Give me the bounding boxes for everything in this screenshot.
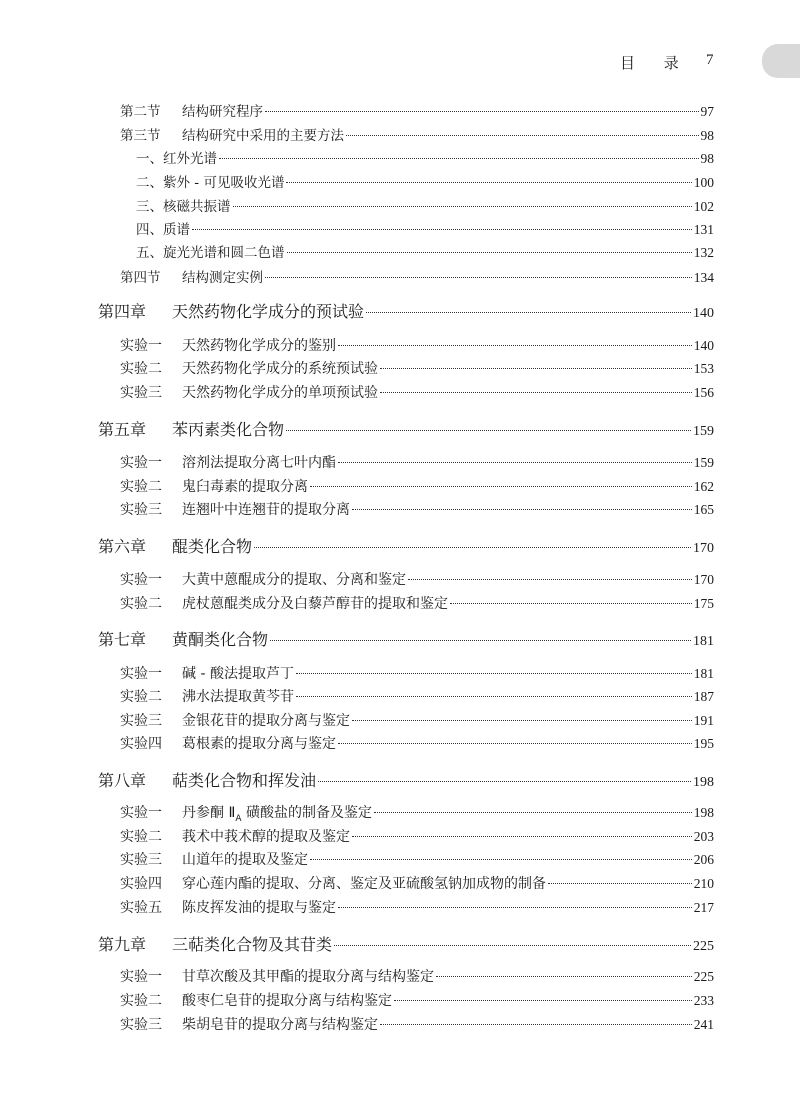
toc-entry-label: 实验二 bbox=[120, 479, 162, 495]
toc-experiment-entry bbox=[120, 593, 714, 613]
toc-entry-title: 山道年的提取及鉴定 bbox=[182, 852, 308, 868]
toc-entry-title: 天然药物化学成分的鉴别 bbox=[182, 338, 336, 354]
toc-experiment-entry bbox=[120, 1014, 714, 1034]
toc-entry-title: 酸枣仁皂苷的提取分离与结构鉴定 bbox=[182, 993, 392, 1009]
toc-entry-label: 实验三 bbox=[120, 852, 162, 868]
toc-entry-title: 结构研究程序 bbox=[182, 104, 263, 120]
toc-page-number: 140 bbox=[693, 306, 714, 321]
toc-entry-label: 实验四 bbox=[120, 876, 162, 892]
toc-entry-title: 天然药物化学成分的单项预试验 bbox=[182, 385, 378, 401]
toc-page-number: 131 bbox=[693, 222, 714, 237]
toc-entry-label: 实验三 bbox=[120, 385, 162, 401]
toc-entry-title: 醌类化合物 bbox=[172, 537, 253, 556]
toc-experiment-entry bbox=[120, 335, 714, 355]
toc-entry-label: 实验四 bbox=[120, 736, 162, 752]
toc-entry-label: 第四章 bbox=[98, 302, 147, 321]
header-section-title: 目 录 bbox=[620, 54, 691, 72]
toc-experiment-entry bbox=[120, 802, 714, 822]
toc-subsection-entry bbox=[136, 195, 714, 215]
toc-entry-label: 第九章 bbox=[98, 935, 147, 954]
toc-entry-title-part: 丹参酮 Ⅱ bbox=[182, 805, 236, 821]
toc-entry-title: 二、紫外 - 可见吸收光谱 bbox=[136, 175, 285, 191]
dot-leader bbox=[338, 345, 692, 346]
toc-subsection-entry bbox=[136, 218, 714, 238]
dot-leader bbox=[346, 135, 699, 136]
dot-leader bbox=[287, 252, 692, 253]
toc-entry-title: 甘草次酸及其甲酯的提取分离与结构鉴定 bbox=[182, 969, 434, 985]
toc-page-number: 225 bbox=[693, 969, 714, 984]
toc-entry-title: 碱 - 酸法提取芦丁 bbox=[182, 666, 294, 682]
toc-experiment-entry bbox=[120, 686, 714, 706]
dot-leader bbox=[394, 1000, 692, 1001]
toc-entry-label: 实验五 bbox=[120, 900, 162, 916]
toc-entry-title: 陈皮挥发油的提取与鉴定 bbox=[182, 900, 336, 916]
toc-experiment-entry bbox=[120, 476, 714, 496]
dot-leader bbox=[192, 229, 692, 230]
toc-entry-label: 实验一 bbox=[120, 969, 162, 985]
toc-entry-label: 实验三 bbox=[120, 1017, 162, 1033]
toc-entry-label: 实验二 bbox=[120, 596, 162, 612]
toc-page-number: 198 bbox=[693, 775, 714, 790]
toc-entry-label: 实验二 bbox=[120, 829, 162, 845]
toc-entry-title: 连翘叶中连翘苷的提取分离 bbox=[182, 502, 350, 518]
dot-leader bbox=[265, 111, 699, 112]
toc-page-number: 98 bbox=[700, 128, 714, 143]
toc-subsection-entry bbox=[136, 171, 714, 191]
dot-leader bbox=[338, 462, 692, 463]
header-page-number: 7 bbox=[706, 52, 714, 68]
toc-page-number: 181 bbox=[693, 634, 714, 649]
toc-entry-title bbox=[182, 802, 372, 824]
toc-experiment-entry bbox=[120, 382, 714, 402]
dot-leader bbox=[352, 720, 692, 721]
toc-entry-title: 四、质谱 bbox=[136, 222, 190, 238]
toc-entry-label: 第七章 bbox=[98, 630, 147, 649]
toc-entry-title: 黄酮类化合物 bbox=[172, 630, 269, 649]
toc-page-number: 159 bbox=[693, 455, 714, 470]
toc-page-number: 195 bbox=[693, 736, 714, 751]
dot-leader bbox=[374, 812, 692, 813]
dot-leader bbox=[219, 158, 699, 159]
toc-entry-label: 第八章 bbox=[98, 771, 147, 790]
toc-entry-label: 第二节 bbox=[120, 104, 161, 120]
dot-leader bbox=[338, 743, 692, 744]
toc-page-number: 241 bbox=[693, 1017, 714, 1032]
dot-leader bbox=[286, 182, 691, 183]
toc-page-number: 175 bbox=[693, 596, 714, 611]
toc-experiment-entry bbox=[120, 358, 714, 378]
toc-experiment-entry bbox=[120, 897, 714, 917]
toc-page-number: 153 bbox=[693, 361, 714, 376]
toc-chapter-entry bbox=[98, 417, 714, 441]
toc-entry-label: 实验三 bbox=[120, 713, 162, 729]
toc-entry-title: 三、核磁共振谱 bbox=[136, 199, 231, 215]
dot-leader bbox=[286, 430, 691, 431]
dot-leader bbox=[366, 312, 691, 313]
toc-page-number: 206 bbox=[693, 852, 714, 867]
dot-leader bbox=[265, 277, 692, 278]
toc-page-number: 191 bbox=[693, 713, 714, 728]
toc-entry-title: 柴胡皂苷的提取分离与结构鉴定 bbox=[182, 1017, 378, 1033]
dot-leader bbox=[548, 883, 692, 884]
toc-chapter-entry bbox=[98, 534, 714, 558]
toc-entry-title: 鬼臼毒素的提取分离 bbox=[182, 479, 308, 495]
dot-leader bbox=[352, 836, 692, 837]
toc-experiment-entry bbox=[120, 873, 714, 893]
toc-entry-label: 第五章 bbox=[98, 420, 147, 439]
toc-experiment-entry bbox=[120, 663, 714, 683]
toc-entry-label: 实验二 bbox=[120, 689, 162, 705]
toc-page-number: 181 bbox=[693, 666, 714, 681]
toc-chapter-entry bbox=[98, 768, 714, 792]
dot-leader bbox=[380, 368, 692, 369]
toc-page-number: 100 bbox=[693, 175, 714, 190]
dot-leader bbox=[310, 486, 692, 487]
dot-leader bbox=[270, 640, 691, 641]
toc-entry-title: 沸水法提取黄芩苷 bbox=[182, 689, 294, 705]
toc-experiment-entry bbox=[120, 452, 714, 472]
toc-experiment-entry bbox=[120, 710, 714, 730]
toc-entry-label: 第六章 bbox=[98, 537, 147, 556]
toc-chapter-entry bbox=[98, 932, 714, 956]
toc-experiment-entry bbox=[120, 499, 714, 519]
toc-experiment-entry bbox=[120, 569, 714, 589]
dot-leader bbox=[334, 945, 691, 946]
toc-entry-title: 三萜类化合物及其苷类 bbox=[172, 935, 333, 954]
toc-chapter-entry bbox=[98, 627, 714, 651]
toc-chapter-entry bbox=[98, 299, 714, 323]
dot-leader bbox=[408, 579, 692, 580]
toc-entry-title: 五、旋光光谱和圆二色谱 bbox=[136, 245, 285, 261]
toc-entry-title: 结构测定实例 bbox=[182, 270, 263, 286]
toc-subsection-entry bbox=[136, 147, 714, 167]
toc-entry-label: 实验一 bbox=[120, 338, 162, 354]
toc-entry-title: 天然药物化学成分的预试验 bbox=[172, 302, 365, 321]
dot-leader bbox=[296, 696, 692, 697]
toc-entry-label: 实验一 bbox=[120, 455, 162, 471]
dot-leader bbox=[352, 509, 692, 510]
toc-entry-title: 莪术中莪术醇的提取及鉴定 bbox=[182, 829, 350, 845]
toc-experiment-entry bbox=[120, 966, 714, 986]
dot-leader bbox=[436, 976, 692, 977]
toc-experiment-entry bbox=[120, 990, 714, 1010]
dot-leader bbox=[380, 1024, 692, 1025]
toc-page-number: 170 bbox=[693, 572, 714, 587]
toc-entry-label: 实验三 bbox=[120, 502, 162, 518]
dot-leader bbox=[380, 392, 692, 393]
toc-entry-label: 实验一 bbox=[120, 572, 162, 588]
toc-section-entry bbox=[120, 100, 714, 120]
toc-entry-title: 葛根素的提取分离与鉴定 bbox=[182, 736, 336, 752]
dot-leader bbox=[338, 907, 692, 908]
toc-page-number: 132 bbox=[693, 245, 714, 260]
toc-entry-label: 第三节 bbox=[120, 128, 161, 144]
toc-entry-label: 第四节 bbox=[120, 270, 161, 286]
toc-page-number: 187 bbox=[693, 689, 714, 704]
toc-page-number: 165 bbox=[693, 502, 714, 517]
toc-page-number: 102 bbox=[693, 199, 714, 214]
toc-entry-title: 大黄中蒽醌成分的提取、分离和鉴定 bbox=[182, 572, 406, 588]
toc-subsection-entry bbox=[136, 241, 714, 261]
toc-page-number: 156 bbox=[693, 385, 714, 400]
toc-entry-title: 天然药物化学成分的系统预试验 bbox=[182, 361, 378, 377]
toc-entry-title-part: 磺酸盐的制备及鉴定 bbox=[241, 805, 372, 821]
toc-entry-label: 实验一 bbox=[120, 666, 162, 682]
toc-section-entry bbox=[120, 124, 714, 144]
dot-leader bbox=[310, 859, 692, 860]
toc-entry-title: 一、红外光谱 bbox=[136, 151, 217, 167]
toc-page-number: 98 bbox=[700, 151, 714, 166]
toc-page-number: 170 bbox=[693, 541, 714, 556]
toc-entry-title: 苯丙素类化合物 bbox=[172, 420, 285, 439]
dot-leader bbox=[233, 206, 692, 207]
toc-experiment-entry bbox=[120, 849, 714, 869]
toc-page-number: 198 bbox=[693, 805, 714, 820]
toc-page-number: 217 bbox=[693, 900, 714, 915]
toc-page-number: 140 bbox=[693, 338, 714, 353]
dot-leader bbox=[318, 781, 691, 782]
toc-page-number: 233 bbox=[693, 993, 714, 1008]
toc-page-number: 97 bbox=[700, 104, 714, 119]
toc-page-number: 203 bbox=[693, 829, 714, 844]
toc-entry-label: 实验二 bbox=[120, 361, 162, 377]
dot-leader bbox=[296, 673, 692, 674]
toc-page-number: 225 bbox=[693, 939, 714, 954]
toc-page-number: 134 bbox=[693, 270, 714, 285]
toc-entry-title: 结构研究中采用的主要方法 bbox=[182, 128, 344, 144]
toc-experiment-entry bbox=[120, 826, 714, 846]
dot-leader bbox=[254, 547, 691, 548]
toc-entry-title: 溶剂法提取分离七叶内酯 bbox=[182, 455, 336, 471]
toc-page-number: 159 bbox=[693, 424, 714, 439]
toc-entry-label: 实验二 bbox=[120, 993, 162, 1009]
toc-page-number: 162 bbox=[693, 479, 714, 494]
toc-entry-title: 萜类化合物和挥发油 bbox=[172, 771, 317, 790]
toc-experiment-entry bbox=[120, 733, 714, 753]
toc-section-entry bbox=[120, 266, 714, 286]
toc-entry-title-subscript: A bbox=[235, 813, 242, 824]
toc-entry-label: 实验一 bbox=[120, 805, 162, 821]
dot-leader bbox=[450, 603, 692, 604]
toc-entry-title: 虎杖蒽醌类成分及白藜芦醇苷的提取和鉴定 bbox=[182, 596, 448, 612]
toc-entry-title: 金银花苷的提取分离与鉴定 bbox=[182, 713, 350, 729]
toc-entry-title: 穿心莲内酯的提取、分离、鉴定及亚硫酸氢钠加成物的制备 bbox=[182, 876, 546, 892]
toc-page-number: 210 bbox=[693, 876, 714, 891]
